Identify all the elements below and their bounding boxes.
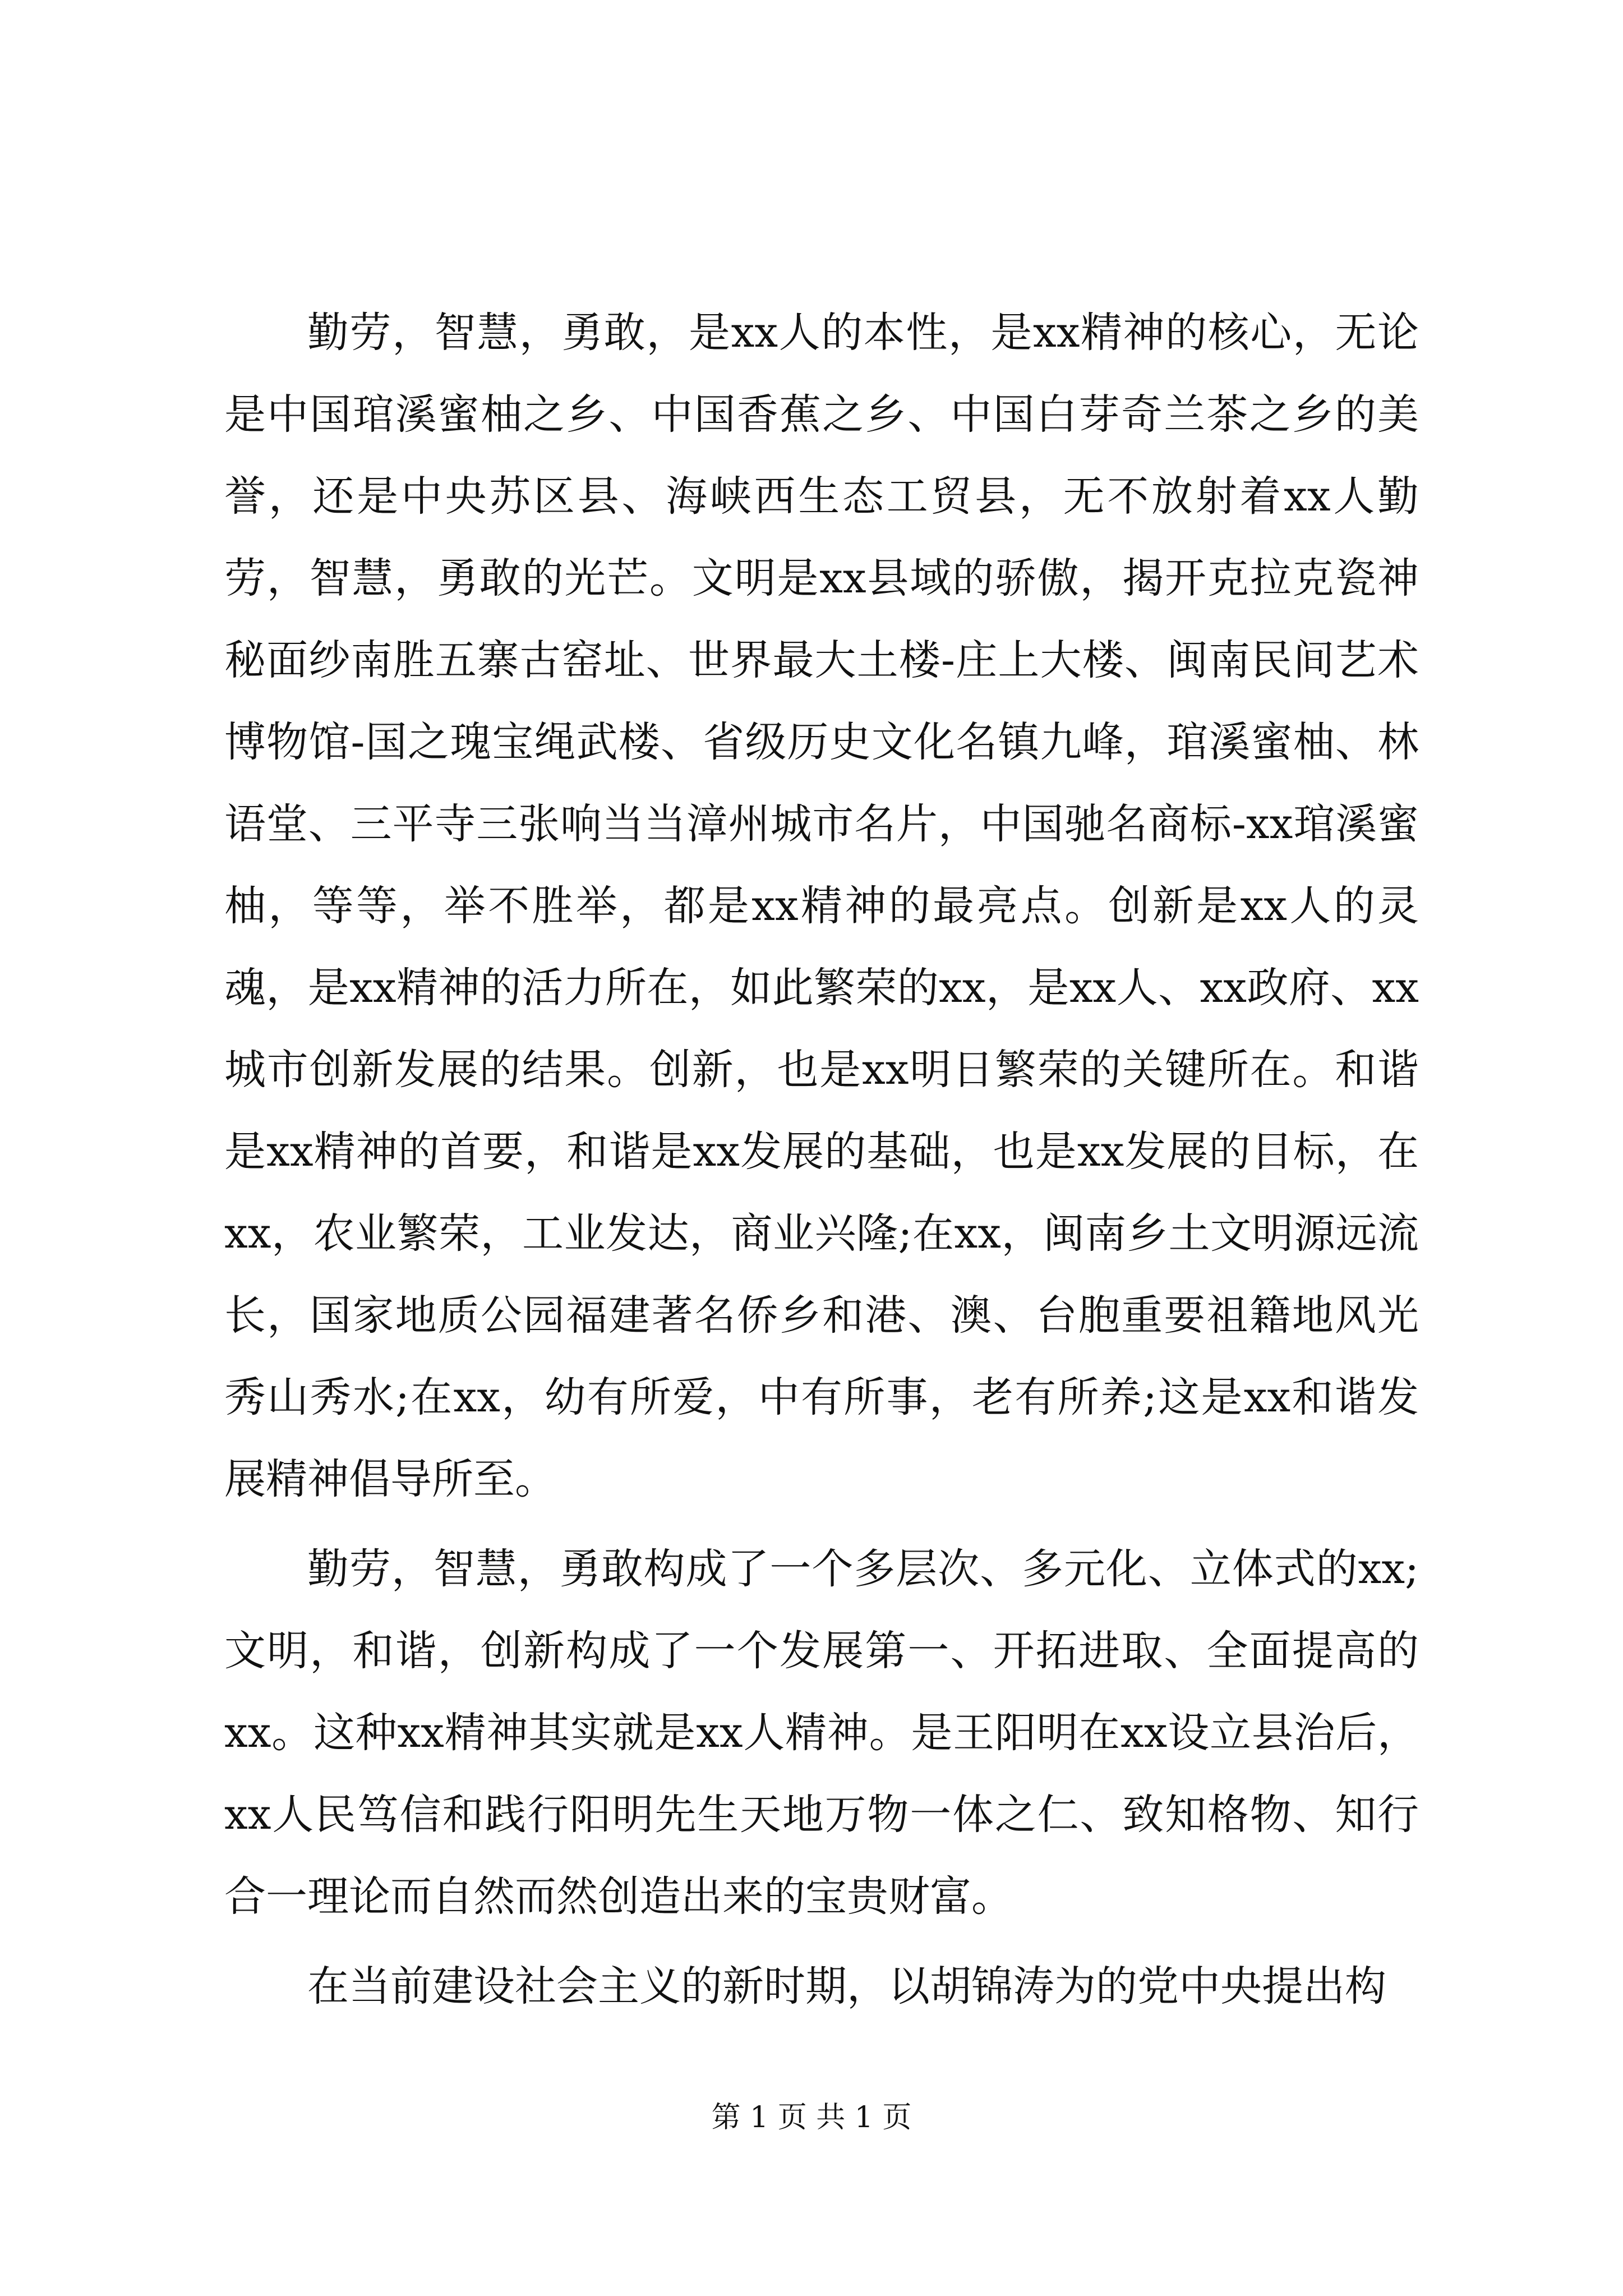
document-body [224, 292, 1419, 2035]
paragraph-3: 在当前建设社会主义的新时期，以胡锦涛为的党中央提出构 [307, 1962, 1386, 2010]
paragraph-2: 勤劳，智慧，勇敢构成了一个多层次、多元化、立体式的xx;文明，和谐，创新构成了一个发展第一、开拓进取、全面提高的xx。这种xx精神其实就是xx人精神。是王阳明在xx设立县治后，xx人民笃信和践行阳明先生天地万物一体之仁、致知格物、知行合一理论而自然而然创造出来的宝贵财富。 [224, 1545, 1419, 1921]
page-footer: 第 1 页 共 1 页 [711, 2101, 912, 2134]
paragraph-1: 勤劳，智慧，勇敢，是xx人的本性，是xx精神的核心，无论是中国琯溪蜜柚之乡、中国香蕉之乡、中国白芽奇兰茶之乡的美誉，还是中央苏区县、海峡西生态工贸县，无不放射着xx人勤劳，智慧，勇敢的光芒。文明是xx县域的骄傲，揭开克拉克瓷神秘面纱南胜五寨古窑址、世界最大土楼-庄上大楼、闽南民间艺术博物馆-国之瑰宝绳武楼、省级历史文化名镇九峰，琯溪蜜柚、林语堂、三平寺三张响当当漳州城市名片，中国驰名商标-xx琯溪蜜柚，等等，举不胜举，都是xx精神的最亮点。创新是xx人的灵魂，是xx精神的活力所在，如此繁荣的xx，是xx人、xx政府、xx城市创新发展的结果。创新，也是xx明日繁荣的关键所在。和谐是xx精神的首要，和谐是xx发展的基础，也是xx发展的目标，在xx，农业繁荣，工业发达，商业兴隆;在xx，闽南乡土文明源远流长，国家地质公园福建著名侨乡和港、澳、台胞重要祖籍地风光秀山秀水;在xx，幼有所爱，中有所事，老有所养;这是xx和谐发展精神倡导所至。 [224, 309, 1419, 1503]
